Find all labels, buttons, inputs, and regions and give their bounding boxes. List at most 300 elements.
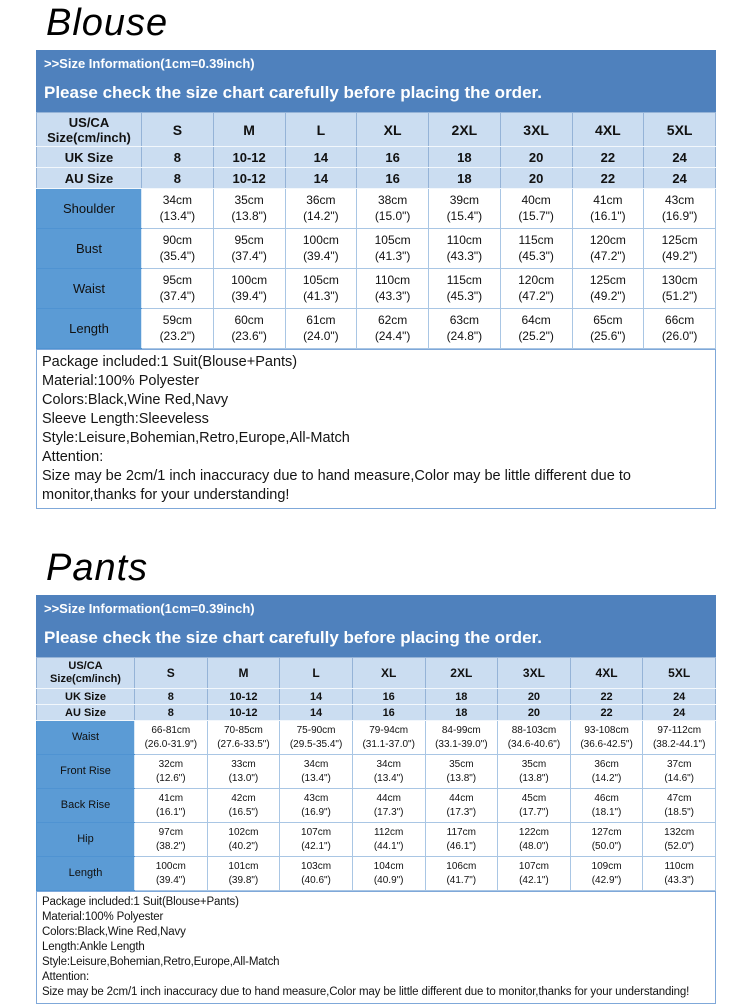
pants-measure-cm: 70-85cm [223, 725, 263, 736]
pants-measure-cm: 35cm [521, 759, 547, 770]
blouse-measure-inch: (45.3") [518, 249, 554, 263]
pants-note-line: Attention: [42, 971, 90, 983]
blouse-measure-cell [142, 309, 214, 349]
blouse-banner [36, 50, 716, 112]
pants-measure-cell [643, 823, 716, 857]
pants-measure-cm: 107cm [518, 861, 549, 872]
blouse-note-line: Sleeve Length:Sleeveless [42, 411, 209, 427]
blouse-measure-cm: 120cm [518, 273, 555, 287]
pants-measure-cm: 110cm [664, 861, 694, 872]
blouse-measure-cell [429, 309, 501, 349]
pants-measure-cm: 103cm [301, 861, 332, 872]
pants-au-size-cell: 10-12 [207, 705, 280, 721]
pants-measure-inch: (36.6-42.5") [580, 739, 633, 750]
blouse-uk-size-cell: 8 [142, 147, 214, 168]
pants-measure-cell [570, 789, 643, 823]
pants-measure-inch: (33.1-39.0") [435, 739, 488, 750]
blouse-measure-cell [429, 269, 501, 309]
pants-measure-cell [570, 823, 643, 857]
blouse-measure-cm: 61cm [306, 313, 336, 327]
pants-measure-inch: (18.5") [664, 807, 695, 818]
pants-measure-inch: (43.3") [664, 875, 695, 886]
blouse-measure-inch: (41.3") [303, 289, 339, 303]
blouse-measure-cell [500, 189, 572, 229]
blouse-measure-cell [285, 269, 357, 309]
blouse-measure-cm: 65cm [593, 313, 623, 327]
pants-uk-size-cell: 22 [570, 689, 643, 705]
pants-section [36, 545, 716, 1004]
blouse-measure-cm: 125cm [589, 273, 626, 287]
pants-measure-cell [425, 823, 498, 857]
pants-measure-inch: (12.6") [155, 773, 186, 784]
pants-measure-cm: 36cm [594, 759, 619, 770]
pants-measure-cm: 122cm [518, 827, 549, 838]
blouse-measure-inch: (45.3") [446, 289, 483, 303]
blouse-measure-cm: 105cm [374, 233, 411, 247]
pants-measure-cell [643, 789, 716, 823]
size-chart-page [36, 0, 716, 1004]
blouse-size-column-header: M [213, 113, 285, 147]
pants-measure-cell [643, 857, 716, 891]
blouse-measure-cell [500, 229, 572, 269]
pants-measure-cell [280, 823, 353, 857]
pants-measure-cell [498, 857, 571, 891]
blouse-measure-cell [142, 269, 214, 309]
blouse-measure-cell [357, 269, 429, 309]
blouse-measure-cm: 36cm [306, 193, 336, 207]
blouse-corner-line1: US/CA [68, 114, 110, 130]
blouse-measure-inch: (41.3") [374, 249, 411, 263]
pants-measure-cm: 42cm [231, 793, 256, 804]
pants-measure-inch: (17.3") [373, 807, 404, 818]
blouse-measure-inch: (23.6") [231, 329, 267, 343]
pants-measure-cell [135, 789, 208, 823]
pants-uk-size-cell: 10-12 [207, 689, 280, 705]
pants-check-notice: Please check the size chart carefully before placing the order. [44, 628, 542, 647]
blouse-size-column-header: 4XL [572, 113, 644, 147]
pants-measure-cell [498, 823, 571, 857]
pants-uk-size-cell: 24 [643, 689, 716, 705]
blouse-au-size-label: AU Size [37, 168, 142, 189]
pants-measure-inch: (16.9") [301, 807, 331, 818]
blouse-measure-cell [644, 189, 716, 229]
blouse-size-column-header: 5XL [644, 113, 716, 147]
blouse-measure-cell [142, 229, 214, 269]
pants-title: Pants [46, 547, 149, 589]
blouse-measure-cell [357, 229, 429, 269]
blouse-measure-cm: 40cm [521, 193, 551, 207]
pants-measure-cell [207, 755, 280, 789]
blouse-size-column-header: 3XL [500, 113, 572, 147]
blouse-measure-cm: 115cm [446, 273, 482, 287]
blouse-measure-inch: (35.4") [159, 249, 196, 263]
blouse-measure-cm: 120cm [589, 233, 626, 247]
pants-measure-cm: 75-90cm [296, 725, 336, 736]
pants-size-info-label: >>Size Information(1cm=0.39inch) [44, 601, 255, 616]
pants-measure-inch: (39.4") [155, 875, 186, 886]
pants-measure-cm: 117cm [446, 827, 476, 838]
pants-measure-cm: 32cm [158, 759, 184, 770]
blouse-check-notice: Please check the size chart carefully before placing the order. [44, 83, 542, 102]
blouse-au-size-cell: 8 [142, 168, 214, 189]
blouse-measure-cell [644, 269, 716, 309]
pants-measure-inch: (39.8") [228, 875, 259, 886]
pants-measure-cell [498, 755, 571, 789]
blouse-measure-cell [572, 229, 644, 269]
pants-measure-inch: (50.0") [591, 841, 622, 852]
blouse-corner-line2: Size(cm/inch) [47, 129, 131, 145]
blouse-measure-cell [644, 309, 716, 349]
blouse-au-size-cell: 14 [285, 168, 357, 189]
pants-measure-cm: 41cm [158, 793, 184, 804]
pants-measure-cell [207, 789, 280, 823]
pants-measure-cm: 106cm [446, 861, 477, 872]
blouse-size-column-header: XL [357, 113, 429, 147]
pants-measure-inch: (41.7") [446, 875, 477, 886]
pants-measure-cm: 102cm [228, 827, 259, 838]
pants-measure-cell [135, 755, 208, 789]
pants-uk-size-cell: 8 [135, 689, 208, 705]
blouse-measure-inch: (16.9") [661, 209, 698, 223]
pants-measure-cm: 34cm [376, 759, 401, 770]
blouse-measure-cm: 110cm [375, 273, 411, 287]
pants-measure-cell [135, 721, 208, 755]
blouse-au-size-cell: 20 [500, 168, 572, 189]
blouse-measure-cm: 43cm [664, 193, 695, 207]
pants-measure-cell [207, 823, 280, 857]
pants-au-size-cell: 18 [425, 705, 498, 721]
blouse-note-line: Package included:1 Suit(Blouse+Pants) [42, 354, 298, 370]
pants-au-size-cell: 8 [135, 705, 208, 721]
blouse-measure-inch: (37.4") [231, 249, 267, 263]
pants-measure-cell [425, 755, 498, 789]
blouse-measure-cm: 110cm [446, 233, 482, 247]
blouse-measure-cm: 100cm [302, 233, 339, 247]
blouse-measure-inch: (13.8") [231, 209, 267, 223]
blouse-measure-cm: 130cm [661, 273, 698, 287]
pants-measure-cell [135, 823, 208, 857]
pants-measure-inch: (34.6-40.6") [507, 739, 561, 750]
blouse-uk-size-cell: 22 [572, 147, 644, 168]
pants-measure-cell [570, 755, 643, 789]
blouse-size-column-header: L [285, 113, 357, 147]
pants-size-column-header: 2XL [425, 658, 498, 689]
blouse-uk-size-cell: 18 [429, 147, 501, 168]
blouse-size-column-header: S [142, 113, 214, 147]
blouse-uk-size-label: UK Size [37, 147, 142, 168]
pants-au-size-cell: 22 [570, 705, 643, 721]
pants-measure-cm: 33cm [231, 759, 256, 770]
blouse-measure-inch: (39.4") [303, 249, 339, 263]
blouse-uk-size-cell: 24 [644, 147, 716, 168]
pants-measure-cell [498, 789, 571, 823]
pants-note-line: Material:100% Polyester [42, 911, 164, 923]
pants-measure-cm: 101cm [228, 861, 259, 872]
pants-size-column-header: L [280, 658, 353, 689]
pants-measure-label: Length [37, 857, 135, 891]
pants-measure-inch: (17.3") [446, 807, 477, 818]
pants-measure-cm: 109cm [591, 861, 622, 872]
pants-au-size-cell: 24 [643, 705, 716, 721]
blouse-measure-inch: (47.2") [518, 289, 554, 303]
pants-measure-inch: (27.6-33.5") [217, 739, 270, 750]
pants-corner-line1: US/CA [68, 660, 103, 672]
pants-measure-cell [570, 857, 643, 891]
blouse-measure-cell [213, 309, 285, 349]
blouse-measure-cm: 38cm [377, 193, 408, 207]
blouse-measure-label: Length [37, 309, 142, 349]
blouse-measure-cell [213, 189, 285, 229]
pants-measure-inch: (38.2-44.1") [652, 739, 706, 750]
blouse-measure-cell [500, 309, 572, 349]
pants-measure-cm: 37cm [666, 759, 692, 770]
pants-measure-cm: 104cm [373, 861, 404, 872]
pants-measure-cm: 132cm [664, 827, 695, 838]
pants-uk-size-cell: 18 [425, 689, 498, 705]
pants-size-column-header: 4XL [570, 658, 643, 689]
pants-measure-inch: (31.1-37.0") [362, 739, 415, 750]
blouse-measure-cm: 115cm [518, 233, 554, 247]
pants-measure-inch: (40.2") [228, 841, 259, 852]
blouse-title: Blouse [46, 2, 169, 44]
pants-measure-cell [352, 755, 425, 789]
pants-measure-cell [352, 823, 425, 857]
blouse-measure-cm: 100cm [231, 273, 268, 287]
pants-measure-label: Front Rise [37, 755, 135, 789]
pants-measure-inch: (17.7") [519, 807, 549, 818]
blouse-measure-cm: 41cm [593, 193, 623, 207]
blouse-measure-cell [572, 269, 644, 309]
blouse-size-table [36, 112, 716, 349]
blouse-measure-cm: 59cm [162, 313, 193, 327]
blouse-measure-cm: 64cm [521, 313, 551, 327]
blouse-measure-inch: (43.3") [446, 249, 483, 263]
blouse-corner-header [37, 113, 142, 147]
pants-measure-cell [643, 721, 716, 755]
pants-measure-inch: (52.0") [664, 841, 695, 852]
pants-uk-size-cell: 14 [280, 689, 353, 705]
pants-banner [36, 595, 716, 657]
blouse-uk-size-cell: 14 [285, 147, 357, 168]
pants-note-line: Package included:1 Suit(Blouse+Pants) [42, 896, 239, 908]
blouse-size-info-label: >>Size Information(1cm=0.39inch) [44, 56, 255, 71]
pants-uk-size-cell: 16 [352, 689, 425, 705]
pants-measure-inch: (18.1") [591, 807, 622, 818]
blouse-uk-size-cell: 20 [500, 147, 572, 168]
blouse-note-line: Style:Leisure,Bohemian,Retro,Europe,All-Match [42, 430, 350, 446]
blouse-measure-inch: (24.0") [303, 329, 339, 343]
pants-measure-inch: (14.2") [591, 773, 622, 784]
pants-measure-inch: (13.4") [301, 773, 331, 784]
pants-measure-cm: 35cm [449, 759, 474, 770]
pants-au-size-cell: 16 [352, 705, 425, 721]
blouse-note-line: Colors:Black,Wine Red,Navy [42, 392, 229, 408]
blouse-measure-inch: (51.2") [661, 289, 698, 303]
pants-measure-inch: (16.5") [228, 807, 259, 818]
blouse-measure-cm: 105cm [302, 273, 339, 287]
blouse-measure-inch: (25.2") [518, 329, 554, 343]
blouse-measure-inch: (25.6") [590, 329, 626, 343]
blouse-uk-size-cell: 10-12 [213, 147, 285, 168]
blouse-measure-inch: (15.4") [446, 209, 483, 223]
pants-measure-cell [280, 857, 353, 891]
blouse-measure-cell [213, 229, 285, 269]
blouse-measure-cell [500, 269, 572, 309]
pants-measure-label: Waist [37, 721, 135, 755]
pants-measure-cm: 47cm [666, 793, 692, 804]
pants-measure-inch: (26.0-31.9") [144, 739, 198, 750]
pants-measure-inch: (14.6") [664, 773, 695, 784]
pants-measure-cell [352, 721, 425, 755]
blouse-measure-inch: (49.2") [661, 249, 698, 263]
pants-measure-cell [643, 755, 716, 789]
blouse-measure-cell [357, 309, 429, 349]
blouse-au-size-cell: 24 [644, 168, 716, 189]
blouse-measure-inch: (49.2") [590, 289, 626, 303]
pants-measure-cm: 84-99cm [441, 725, 481, 736]
pants-measure-inch: (13.4") [373, 773, 404, 784]
pants-measure-inch: (40.6") [301, 875, 331, 886]
pants-uk-size-label: UK Size [37, 689, 135, 705]
blouse-measure-inch: (47.2") [590, 249, 626, 263]
pants-measure-label: Hip [37, 823, 135, 857]
blouse-measure-label: Waist [37, 269, 142, 309]
pants-measure-label: Back Rise [37, 789, 135, 823]
blouse-measure-cell [644, 229, 716, 269]
blouse-measure-cm: 60cm [234, 313, 264, 327]
pants-measure-cell [352, 789, 425, 823]
pants-note-line: Length:Ankle Length [42, 941, 145, 953]
pants-measure-cm: 79-94cm [369, 725, 409, 736]
blouse-note-line: Size may be 2cm/1 inch inaccuracy due to hand measure,Color may be little different due to monitor,thanks for your understanding! [42, 468, 631, 503]
blouse-measure-cm: 95cm [162, 273, 193, 287]
pants-measure-cell [570, 721, 643, 755]
pants-measure-inch: (13.8") [519, 773, 549, 784]
pants-measure-cm: 88-103cm [511, 725, 557, 736]
pants-au-size-cell: 14 [280, 705, 353, 721]
pants-measure-cell [280, 755, 353, 789]
pants-measure-inch: (13.0") [228, 773, 259, 784]
blouse-measure-cell [429, 229, 501, 269]
pants-measure-cell [425, 789, 498, 823]
blouse-measure-label: Bust [37, 229, 142, 269]
blouse-measure-label: Shoulder [37, 189, 142, 229]
blouse-measure-cm: 34cm [162, 193, 193, 207]
blouse-au-size-cell: 16 [357, 168, 429, 189]
pants-measure-inch: (38.2") [155, 841, 186, 852]
blouse-measure-inch: (13.4") [159, 209, 196, 223]
pants-measure-inch: (48.0") [519, 841, 549, 852]
blouse-measure-inch: (15.0") [374, 209, 411, 223]
blouse-measure-cell [285, 309, 357, 349]
pants-measure-cell [425, 857, 498, 891]
blouse-measure-inch: (43.3") [374, 289, 411, 303]
pants-measure-cm: 112cm [374, 827, 404, 838]
pants-measure-cell [498, 721, 571, 755]
blouse-measure-inch: (23.2") [159, 329, 196, 343]
blouse-measure-inch: (16.1") [590, 209, 626, 223]
pants-measure-cm: 93-108cm [584, 725, 629, 736]
blouse-size-column-header: 2XL [429, 113, 501, 147]
blouse-au-size-cell: 10-12 [213, 168, 285, 189]
blouse-measure-inch: (14.2") [303, 209, 339, 223]
blouse-measure-cell [285, 229, 357, 269]
blouse-measure-cell [285, 189, 357, 229]
blouse-measure-cell [357, 189, 429, 229]
blouse-measure-cm: 63cm [449, 313, 480, 327]
pants-measure-cm: 66-81cm [151, 725, 191, 736]
pants-measure-cm: 127cm [591, 827, 622, 838]
pants-note-line: Colors:Black,Wine Red,Navy [42, 926, 186, 938]
pants-note-line: Style:Leisure,Bohemian,Retro,Europe,All-Match [42, 956, 280, 968]
blouse-measure-inch: (26.0") [661, 329, 698, 343]
blouse-measure-cm: 95cm [234, 233, 264, 247]
blouse-measure-inch: (24.4") [374, 329, 411, 343]
pants-measure-cell [207, 857, 280, 891]
blouse-note-line: Attention: [42, 449, 104, 465]
pants-size-column-header: M [207, 658, 280, 689]
pants-measure-cell [425, 721, 498, 755]
pants-measure-cm: 44cm [376, 793, 401, 804]
blouse-measure-inch: (24.8") [446, 329, 483, 343]
pants-au-size-label: AU Size [37, 705, 135, 721]
pants-measure-cell [280, 789, 353, 823]
pants-size-column-header: S [135, 658, 208, 689]
pants-measure-inch: (42.1") [519, 875, 549, 886]
pants-measure-inch: (42.9") [591, 875, 622, 886]
pants-measure-inch: (44.1") [373, 841, 404, 852]
blouse-measure-cell [429, 189, 501, 229]
pants-size-column-header: 3XL [498, 658, 571, 689]
pants-measure-cm: 44cm [449, 793, 474, 804]
blouse-measure-cell [572, 309, 644, 349]
blouse-note-line: Material:100% Polyester [42, 373, 200, 389]
pants-measure-cm: 45cm [521, 793, 547, 804]
blouse-measure-cm: 66cm [664, 313, 695, 327]
blouse-uk-size-cell: 16 [357, 147, 429, 168]
pants-measure-cm: 100cm [155, 861, 186, 872]
blouse-measure-cell [572, 189, 644, 229]
pants-measure-inch: (16.1") [155, 807, 186, 818]
blouse-measure-inch: (37.4") [159, 289, 196, 303]
blouse-au-size-cell: 22 [572, 168, 644, 189]
blouse-measure-inch: (39.4") [231, 289, 267, 303]
pants-measure-inch: (46.1") [446, 841, 477, 852]
pants-measure-cell [352, 857, 425, 891]
pants-measure-cell [135, 857, 208, 891]
blouse-au-size-cell: 18 [429, 168, 501, 189]
blouse-measure-cell [213, 269, 285, 309]
pants-corner-line2: Size(cm/inch) [50, 673, 121, 685]
pants-size-column-header: XL [352, 658, 425, 689]
blouse-measure-cm: 125cm [661, 233, 698, 247]
pants-measure-cell [280, 721, 353, 755]
blouse-measure-cell [142, 189, 214, 229]
pants-measure-cm: 97cm [158, 827, 184, 838]
pants-measure-inch: (42.1") [301, 841, 331, 852]
pants-measure-cm: 46cm [594, 793, 619, 804]
blouse-section [36, 0, 716, 509]
pants-measure-cell [207, 721, 280, 755]
blouse-notes [36, 349, 716, 509]
blouse-measure-cm: 62cm [377, 313, 408, 327]
pants-notes [36, 891, 716, 1004]
pants-note-line: Size may be 2cm/1 inch inaccuracy due to hand measure,Color may be little different due to monitor,thanks for your understanding! [42, 986, 690, 998]
blouse-measure-inch: (15.7") [518, 209, 554, 223]
blouse-measure-cm: 90cm [162, 233, 193, 247]
pants-measure-cm: 43cm [303, 793, 329, 804]
pants-measure-inch: (40.9") [373, 875, 404, 886]
